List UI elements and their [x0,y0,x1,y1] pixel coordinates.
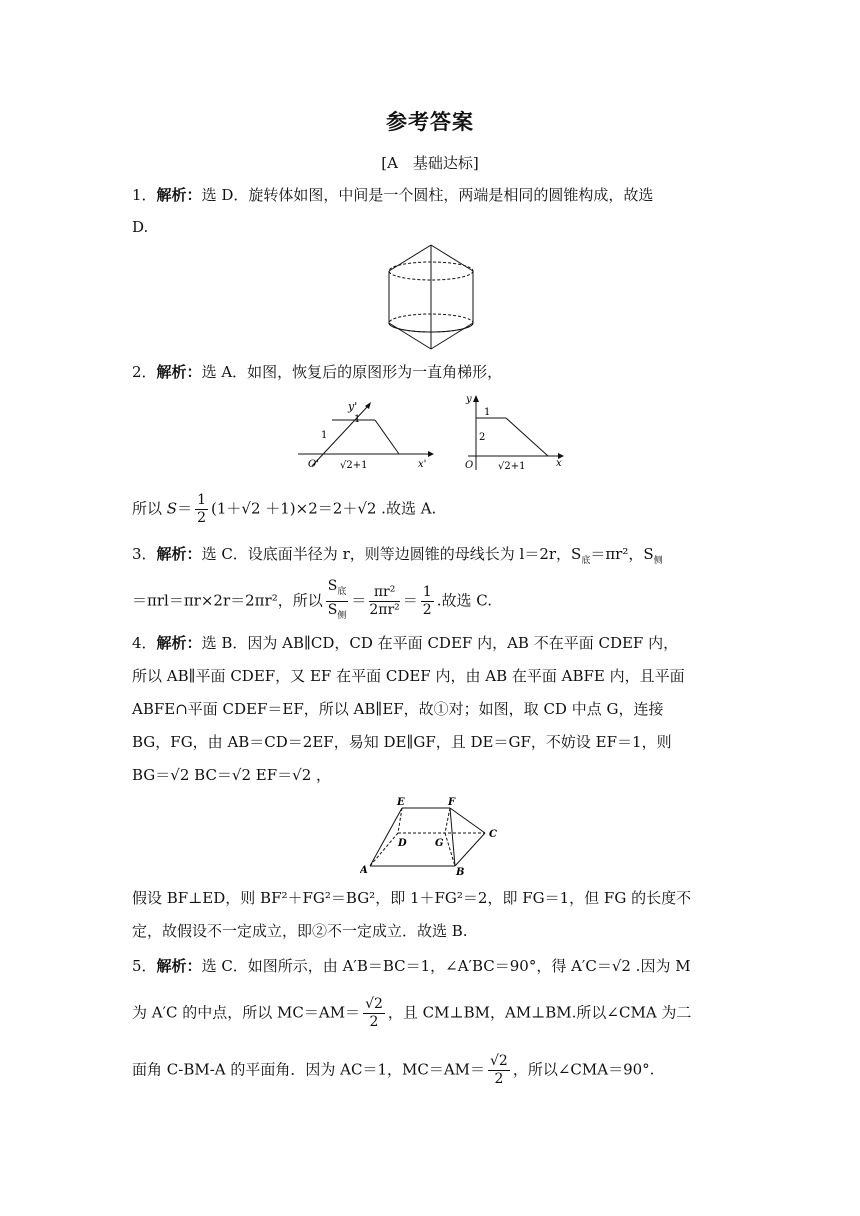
label-one: 1 [484,407,491,418]
q2-figure-oblique [296,394,434,474]
axis-y-prime: y' [348,400,358,413]
q2-line-1 [132,361,732,383]
q3-line-1: 3．解析：选 C．设底面半径为 r，则等边圆锥的母线长为 l＝2r，$S_底=\pi r^2$，$S_侧$ [132,545,663,566]
q5-line-3: 面角 C-BM-A 的平面角．因为 AC＝1，MC＝AM＝ $\frac{√2}{2}$ ，所以∠CMA＝90°. [132,1053,655,1087]
fraction-root2-over-2-b: $\frac{√2}{2}$ [490,1053,508,1087]
q2-text: 选 A．如图，恢复后的原图形为一直角梯形， [201,363,503,381]
q3-line-2: ＝πrl＝πr×2r＝2πr²，所以 $\frac{S_底}{S_侧}$ ＝ $\frac{\text{πr²}}{\text{2πr²}}$ ＝ $\frac{1}{2}$ .故选 C. [132,578,732,625]
page-title: 参考答案 [386,109,474,134]
q2-conclusion: 所以 S＝ $\frac{1}{2}$ (1＋√2 ＋1)×2＝2＋√2 .故选 A. [132,492,437,526]
section-heading: [A 基础达标] [381,154,479,172]
q1-line-1 [132,184,732,206]
vertex-e: E [397,797,405,808]
q1-line-2: D. [132,218,149,236]
origin-o: O [465,460,474,471]
label-two: 2 [479,432,486,443]
q5-line-2: 为 A′C 的中点，所以 MC＝AM＝ $\frac{√2}{2}$ ，且 CM⊥BM，AM⊥BM.所以∠CMA 为二 [132,996,692,1030]
q2-number: 2． [132,363,157,381]
axis-x: x [556,458,562,469]
axis-x-prime: x' [418,459,427,470]
vertex-b: B [456,867,465,876]
label-one-a: 1 [354,414,361,425]
q5-line-1: 5．解析：选 C．如图所示，由 A′B＝BC＝1，∠A′BC＝90°，得 A′C＝√2 .因为 M [132,957,691,975]
vertex-f: F [448,797,456,808]
q2-figure-original [462,390,568,474]
fraction-one-half: $\frac{1}{2}$ [197,492,206,526]
q4-line-4: BG，FG，由 AB＝CD＝2EF，易知 DE∥GF，且 DE＝GF，不妨设 EF＝1，则 [132,733,672,751]
vertex-d: D [398,838,407,849]
vertex-g: G [435,838,444,849]
q4-line-2: 所以 AB∥平面 CDEF，又 EF 在平面 CDEF 内，由 AB 在平面 ABFE 内，且平面 [132,667,685,685]
vertex-c: C [489,829,497,840]
label-one-b: 1 [321,430,328,441]
base-label-left: √2+1 [340,460,368,471]
fraction-pi-ratio: $\frac{\text{πr²}}{\text{2πr²}}$ [369,583,400,618]
q1-figure-cylinder-cones [384,243,478,351]
q4-after-2: 定，故假设不一定成立，即②不一定成立．故选 B. [132,922,468,940]
axis-y: y [466,394,472,405]
fraction-root2-over-2-a: $\frac{√2}{2}$ [365,996,383,1030]
base-label-right: √2+1 [498,461,526,472]
vertex-a: A [360,865,368,876]
q2-label: 解析： [156,363,202,381]
q1-text-a: 选 D．旋转体如图，中间是一个圆柱，两端是相同的圆锥构成，故选 [201,186,654,204]
q1-label: 解析： [156,186,202,204]
origin-o-prime: O' [308,459,319,470]
q4-figure-polyhedron [360,796,504,876]
fraction-s-ratio: $\frac{S_底}{S_侧}$ [327,578,347,621]
q4-line-5: BG＝√2 BC＝√2 EF＝√2 ， [132,766,332,784]
q4-after-1: 假设 BF⊥ED，则 BF²＋FG²＝BG²，即 1＋FG²＝2，即 FG＝1，但 FG 的长度不 [132,889,692,907]
q1-number: 1． [132,186,157,204]
q4-line-1: 4．解析：选 B．因为 AB∥CD，CD 在平面 CDEF 内，AB 不在平面 CDEF 内， [132,634,679,652]
fraction-one-half-q3: $\frac{1}{2}$ [422,583,432,618]
q4-line-3: ABFE∩平面 CDEF＝EF，所以 AB∥EF，故①对；如图，取 CD 中点 G，连接 [132,700,664,718]
